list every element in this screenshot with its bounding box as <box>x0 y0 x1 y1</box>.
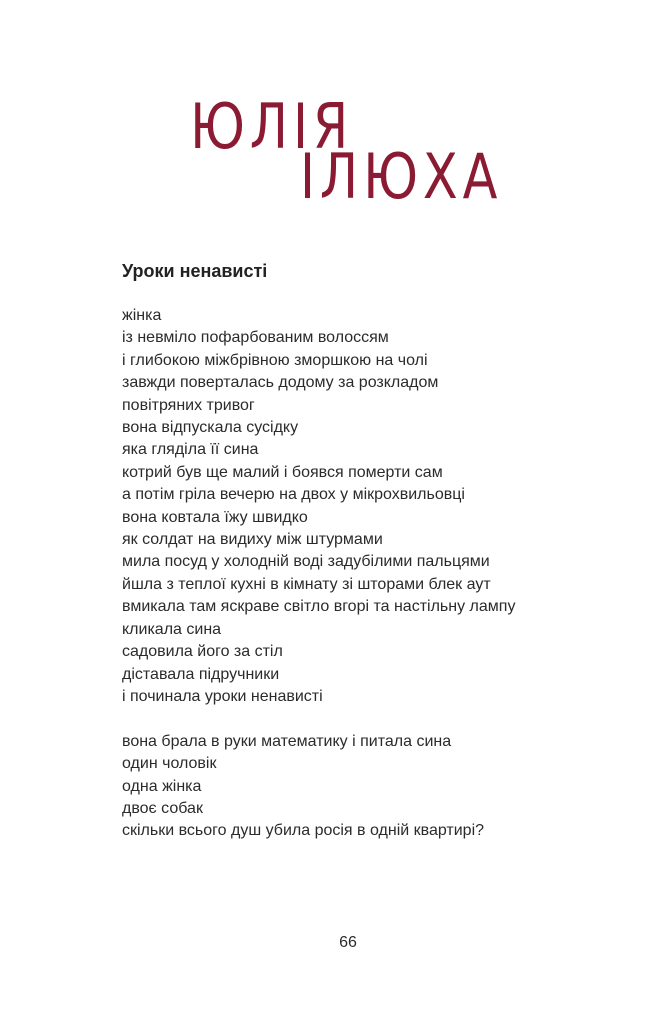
poem-line: повітряних тривог <box>122 396 255 414</box>
poem-line: завжди поверталась додому за розкладом <box>122 374 439 392</box>
poem-line: вона брала в руки математику і питала сина <box>122 732 452 750</box>
poem-line: діставала підручники <box>122 665 280 683</box>
poem-line: котрий був ще малий і боявся померти сам <box>122 463 443 481</box>
stanza <box>122 305 515 708</box>
poem-line: а потім гріла вечерю на двох у мікрохвильовці <box>122 486 465 504</box>
poem-line: скільки всього душ убила росія в одній квартирі? <box>122 822 485 840</box>
poem-line: йшла з теплої кухні в кімнату зі шторами блек аут <box>122 575 491 593</box>
poem-line: вона відпускала сусідку <box>122 419 299 437</box>
author-last-name: ІЛЮХА <box>300 140 503 213</box>
poem-line: один чоловік <box>122 755 217 773</box>
poem-line: вмикала там яскраве світло вгорі та настільну лампу <box>122 598 516 616</box>
poem-line: і глибокою міжбрівною зморшкою на чолі <box>122 351 428 369</box>
poem-line: двоє собак <box>122 799 203 817</box>
poem-line: вона ковтала їжу швидко <box>122 508 308 526</box>
poem-line: як солдат на видиху між штурмами <box>122 531 383 549</box>
poem-line: мила посуд у холодній воді задубілими пальцями <box>122 553 490 571</box>
author-first-name: ЮЛІЯ <box>190 90 354 163</box>
poem-line: жінка <box>122 307 162 324</box>
poem-line: і починала уроки ненависті <box>122 687 323 705</box>
poem-line: кликала сина <box>122 620 222 638</box>
page-number: 66 <box>339 934 357 951</box>
poem-body <box>122 305 515 865</box>
poem-line: садовила його за стіл <box>122 643 283 661</box>
poem-line: яка гляділа її сина <box>122 441 259 459</box>
poem-line: із невміло пофарбованим волоссям <box>122 329 389 347</box>
poem-title: Уроки ненависті <box>122 261 268 281</box>
poem-line: одна жінка <box>122 777 202 795</box>
stanza <box>122 731 515 843</box>
